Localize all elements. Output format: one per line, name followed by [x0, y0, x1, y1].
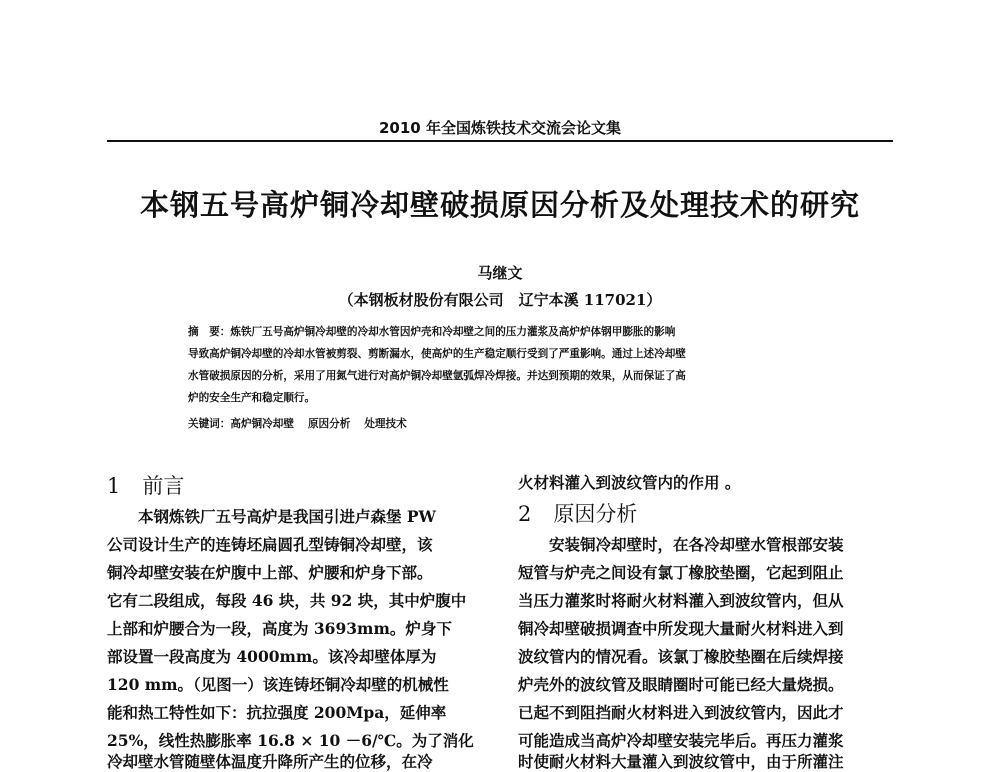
keyword: 处理技术 [364, 418, 407, 430]
keywords-label: 关键词： [188, 418, 231, 430]
abstract-line: 导致高炉铜冷却壁的冷却水管被剪裂、剪断漏水，使高炉的生产稳定顺行受到了严重影响。通过上述冷却壁 [188, 348, 686, 360]
body-line: 铜冷却壁安装在炉腹中上部、炉腰和炉身下部。 [107, 563, 433, 582]
abstract [188, 321, 814, 409]
body-line: 已起不到阻挡耐火材料进入到波纹管内，因此才 [518, 703, 844, 722]
body-line: 火材料灌入到波纹管内的作用 。 [518, 473, 741, 492]
section-number: 2 [518, 502, 532, 526]
abstract-line [188, 321, 814, 343]
paper-title: 本钢五号高炉铜冷却壁破损原因分析及处理技术的研究 [139, 188, 860, 222]
author-affiliation: （本钢板材股份有限公司 辽宁本溪 117021） [338, 291, 662, 309]
body-line: 部设置一段高度为 4000mm。该冷却壁体厚为 [107, 647, 437, 666]
abstract-line: 炉的安全生产和稳定顺行。 [188, 392, 316, 404]
body-line: 当压力灌浆时将耐火材料灌入到波纹管内，但从 [518, 591, 844, 610]
body-line: 120 mm。（见图一）该连铸坯铜冷却壁的机械性 [107, 675, 449, 694]
body-line: 本钢炼铁厂五号高炉是我国引进卢森堡 PW [107, 507, 436, 526]
keywords [188, 416, 421, 431]
section-heading-cause [518, 498, 637, 528]
body-line: 短管与炉壳之间设有氯丁橡胶垫圈，它起到阻止 [518, 563, 844, 582]
body-line: 冷却壁水管随壁体温度升降所产生的位移，在冷 [107, 752, 433, 771]
section-title: 前言 [142, 474, 185, 498]
body-line: 能和热工特性如下：抗拉强度 200Mpa，延伸率 [107, 703, 447, 722]
body-line: 时使耐火材料大量灌入到波纹管中，由于所灌注 [518, 752, 844, 771]
abstract-text: 炼铁厂五号高炉铜冷却壁的冷却水管因炉壳和冷却壁之间的压力灌浆及高炉炉体钢甲膨胀的影响 [230, 326, 676, 338]
body-line: 铜冷却壁破损调查中所发现大量耐火材料进入到 [518, 619, 844, 638]
body-line: 可能造成当高炉冷却壁安装完毕后。再压力灌浆 [518, 731, 844, 750]
keyword: 原因分析 [307, 418, 351, 430]
body-line: 安装铜冷却壁时，在各冷却壁水管根部安装 [518, 535, 844, 554]
body-line: 波纹管内的情况看。该氯丁橡胶垫圈在后续焊接 [518, 647, 844, 666]
author-name: 马继文 [477, 264, 523, 282]
section-title: 原因分析 [553, 502, 638, 526]
abstract-label: 摘 要： [188, 326, 231, 338]
abstract-line: 水管破损原因的分析，采用了用氮气进行对高炉铜冷却壁氩弧焊冷焊接。并达到预期的效果，从而保证了高 [188, 370, 686, 382]
journal-header: 2010 年全国炼铁技术交流会论文集 [379, 119, 621, 137]
body-line: 上部和炉腰合为一段，高度为 3693mm。炉身下 [107, 619, 452, 638]
header-rule [107, 140, 893, 142]
keyword: 高炉铜冷却壁 [230, 418, 294, 430]
section-heading-intro [107, 470, 184, 500]
section-number: 1 [107, 474, 121, 498]
body-line: 炉壳外的波纹管及眼睛圈时可能已经大量烧损。 [518, 675, 844, 694]
body-line: 25%，线性热膨胀率 16.8 × 10 －6/℃。为了消化 [107, 731, 474, 750]
body-line: 它有二段组成，每段 46 块，共 92 块，其中炉腹中 [107, 591, 467, 610]
body-line: 公司设计生产的连铸坯扁圆孔型铸铜冷却壁，该 [107, 535, 433, 554]
